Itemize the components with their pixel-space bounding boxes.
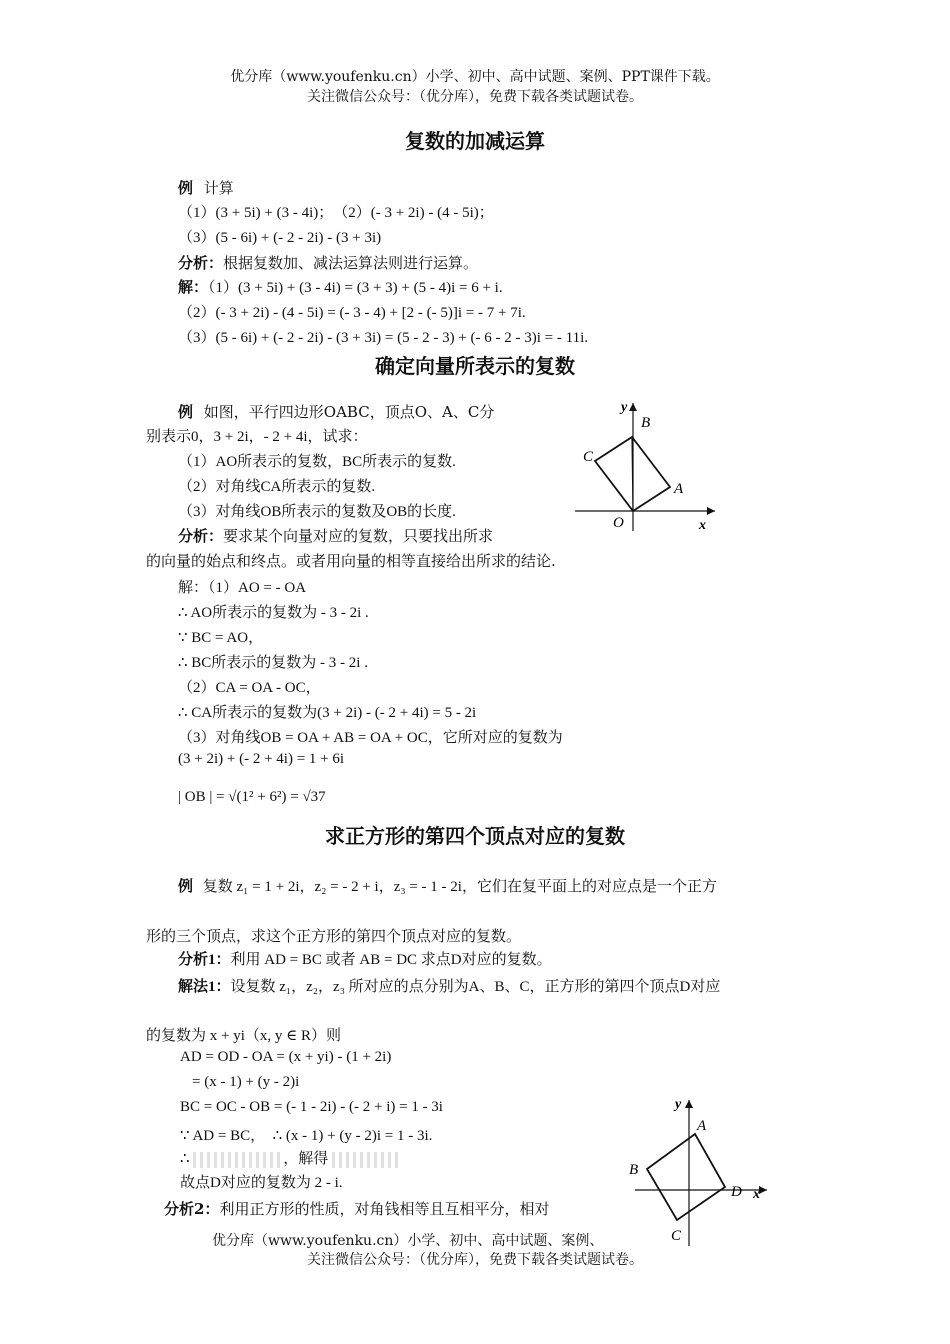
s3-example-line1 xyxy=(178,875,717,896)
s3-analysis1-label: 分析1： xyxy=(178,952,231,968)
s2-analysis-line1 xyxy=(178,525,493,546)
s1-analysis xyxy=(178,252,478,273)
s2-sol-9: | OB | = √(1² + 6²) = √37 xyxy=(178,789,326,805)
s2-example-line2: 别表示0，3 + 2i，- 2 + 4i，试求： xyxy=(146,429,368,445)
section3-title: 求正方形的第四个顶点对应的复数 xyxy=(325,824,625,848)
s3-analysis2-text: 利用正方形的性质，对角钱相等且互相平分，相对 xyxy=(219,1200,550,1218)
footer-line-2: 关注微信公众号：（优分库），免费下载各类试题试卷。 xyxy=(307,1252,643,1268)
s2-analysis-label: 分析： xyxy=(178,527,224,545)
fig2-label-b: B xyxy=(629,1162,639,1178)
s2-q2: （2）对角线CA所表示的复数. xyxy=(178,479,376,495)
s3-analysis2 xyxy=(164,1198,549,1219)
fig2-label-c: C xyxy=(671,1228,682,1244)
fig1-label-o: O xyxy=(613,515,624,531)
s2-analysis-line2: 的向量的始点和终点。或者用向量的相等直接给出所求的结论. xyxy=(146,552,556,570)
s2-example-text1: 如图，平行四边形OABC，顶点O、A、C分 xyxy=(203,403,495,421)
s1-example-text: 计算 xyxy=(203,179,234,197)
s1-sol1-line xyxy=(178,276,503,297)
s1-example xyxy=(178,177,234,198)
s1-analysis-label: 分析： xyxy=(178,254,224,272)
s2-sol-4: ∴ BC所表示的复数为 - 3 - 2i . xyxy=(178,655,368,671)
header-line-2: 关注微信公众号：（优分库），免费下载各类试题试卷。 xyxy=(307,89,643,105)
s3-eq4: ∵ AD = BC， ∴ (x - 1) + (y - 2)i = 1 - 3i. xyxy=(180,1128,433,1144)
fig2-label-d: D xyxy=(731,1184,742,1200)
s2-q3: （3）对角线OB所表示的复数及OB的长度. xyxy=(178,504,456,520)
s3-eq3: BC = OC - OB = (- 1 - 2i) - (- 2 + i) = 1 - 3i xyxy=(180,1099,443,1115)
s3-method1-line2: 的复数为 x + yi（x, y ∈ R）则 xyxy=(146,1028,341,1044)
s3-example-text1: 复数 z₁ = 1 + 2i，z₂ = - 2 + i，z₃ = - 1 - 2i，它们在复平面上的对应点是一个正方 xyxy=(202,879,717,895)
s3-example-label: 例 xyxy=(178,879,194,895)
s3-eq5-solve: ，解得 xyxy=(283,1151,329,1167)
fig1-label-b: B xyxy=(641,415,651,431)
s2-sol-8: (3 + 2i) + (- 2 + 4i) = 1 + 6i xyxy=(178,751,345,767)
fig1-label-y: y xyxy=(621,400,628,415)
fig1-label-c: C xyxy=(583,449,594,465)
solution-placeholder xyxy=(332,1152,402,1168)
s1-q1: （1）(3 + 5i) + (3 - 4i)； （2）(- 3 + 2i) - (4 - 5i)； xyxy=(178,205,494,221)
square-abcd xyxy=(647,1134,725,1220)
s2-example-label: 例 xyxy=(178,403,194,421)
x-axis-arrow xyxy=(707,507,715,515)
s1-example-label: 例 xyxy=(178,179,194,197)
s2-sol-5: （2）CA = OA - OC， xyxy=(178,680,321,696)
s1-sol3: （3）(5 - 6i) + (- 2 - 2i) - (3 + 3i) = (5 - 2 - 3) + (- 6 - 2 - 3)i = - 11i. xyxy=(178,330,588,346)
s2-sol-1: 解：（1）AO = - OA xyxy=(178,580,307,596)
s3-example-line2: 形的三个顶点，求这个正方形的第四个顶点对应的复数。 xyxy=(146,927,522,945)
s1-sol1: （1）(3 + 5i) + (3 - 4i) = (3 + 3) + (5 - 4)i = 6 + i. xyxy=(208,280,503,296)
s3-eq6: 故点D对应的复数为 2 - i. xyxy=(180,1175,343,1191)
header-line-1: 优分库（www.youfenku.cn）小学、初中、高中试题、案例、PPT课件下载。 xyxy=(230,69,720,85)
s2-sol-6: ∴ CA所表示的复数为(3 + 2i) - (- 2 + 4i) = 5 - 2i xyxy=(178,705,477,721)
s1-analysis-text: 根据复数加、减法运算法则进行运算。 xyxy=(223,254,479,272)
fig2-label-y: y xyxy=(675,1097,682,1112)
fig2-label-a: A xyxy=(697,1118,707,1134)
s3-method1-text1: 设复数 z₁，z₂，z₃ 所对应的点分别为A、B、C，正方形的第四个顶点D对应 xyxy=(230,979,721,995)
s3-eq2: = (x - 1) + (y - 2)i xyxy=(192,1074,300,1090)
s2-analysis-text1: 要求某个向量对应的复数，只要找出所求 xyxy=(223,527,494,545)
square-figure xyxy=(625,1092,775,1248)
s3-eq1: AD = OD - OA = (x + yi) - (1 + 2i) xyxy=(180,1049,392,1065)
s2-sol-3: ∵ BC = AO， xyxy=(178,630,264,646)
fig1-label-x: x xyxy=(699,518,706,533)
y-axis-arrow xyxy=(685,1100,693,1108)
s3-analysis2-label: 分析2： xyxy=(164,1200,220,1218)
footer-line-1: 优分库（www.youfenku.cn）小学、初中、高中试题、案例、 xyxy=(212,1233,604,1249)
fig1-label-a: A xyxy=(674,481,684,497)
section1-title: 复数的加减运算 xyxy=(405,129,545,153)
s2-example-line1 xyxy=(178,401,494,422)
s3-analysis1-text: 利用 AD = BC 或者 AB = DC 求点D对应的复数。 xyxy=(230,952,552,968)
s2-q1: （1）AO所表示的复数，BC所表示的复数. xyxy=(178,454,456,470)
s1-solution-label: 解： xyxy=(178,280,209,296)
s3-eq5-therefore: ∴ xyxy=(180,1151,190,1167)
s1-q3: （3）(5 - 6i) + (- 2 - 2i) - (3 + 3i) xyxy=(178,230,382,246)
s3-analysis1 xyxy=(178,948,552,969)
s2-sol-7: （3）对角线OB = OA + AB = OA + OC，它所对应的复数为 xyxy=(178,730,563,746)
parallelogram-figure xyxy=(575,395,725,535)
s3-eq5 xyxy=(180,1147,402,1168)
system-of-equations-placeholder xyxy=(193,1152,283,1168)
s1-sol2: （2）(- 3 + 2i) - (4 - 5i) = (- 3 - 4) + [2 - (- 5)]i = - 7 + 7i. xyxy=(178,305,526,321)
s2-sol-2: ∴ AO所表示的复数为 - 3 - 2i . xyxy=(178,605,369,621)
s3-method1-label: 解法1： xyxy=(178,979,231,995)
fig2-label-x: x xyxy=(753,1187,760,1202)
section2-title: 确定向量所表示的复数 xyxy=(375,354,575,378)
x-axis-arrow xyxy=(759,1186,767,1194)
y-axis-arrow xyxy=(629,403,637,411)
s3-method1-line1 xyxy=(178,975,720,996)
